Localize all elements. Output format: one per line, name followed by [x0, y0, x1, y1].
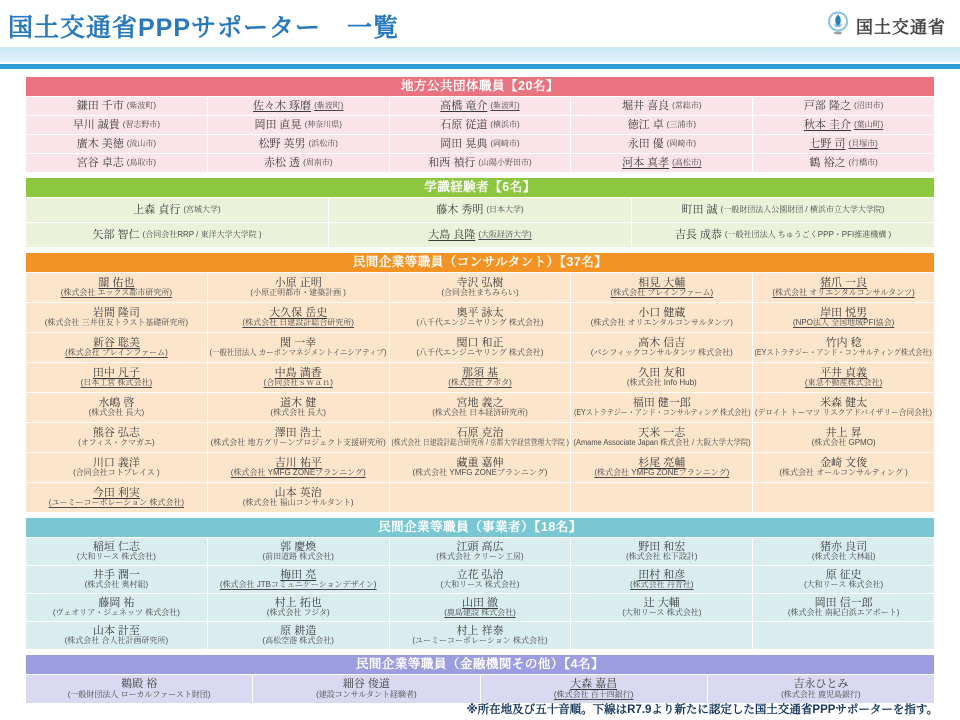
- member-cell: [208, 566, 389, 593]
- member-affiliation: (紫波町): [490, 100, 520, 110]
- member-name: 杉尾 亮輔: [638, 456, 686, 469]
- member-affiliation: (ユーミーコーポレーション 株式会社): [412, 636, 548, 646]
- member-cell: [571, 333, 752, 362]
- member-affiliation: (株式会社 JTBコミュニケーションデザイン): [219, 580, 377, 590]
- member-affiliation: (株式会社 クリーン工房): [436, 552, 524, 562]
- empty-cell: [753, 622, 934, 649]
- member-affiliation: (宮城大学): [183, 204, 221, 214]
- section-academic: [26, 178, 934, 247]
- member-name: 堀井 喜良: [622, 99, 670, 112]
- member-affiliation: (紫波町): [126, 100, 157, 110]
- member-cell: [753, 135, 934, 153]
- member-cell: [390, 116, 571, 134]
- member-affiliation: (株式会社 フジタ): [266, 608, 330, 618]
- member-name: 猪爪 一良: [820, 276, 868, 289]
- member-name: 宮谷 卓志: [76, 156, 124, 169]
- member-affiliation: (ユーミーコーポレーション 株式会社): [48, 498, 185, 508]
- member-name: 藤岡 祐: [98, 596, 135, 609]
- member-cell: [571, 453, 752, 482]
- member-affiliation: (行橋市): [848, 157, 878, 167]
- member-cell: [632, 223, 934, 247]
- header-band: [0, 47, 960, 62]
- section-title-academic: 学識経験者【6名】: [26, 178, 934, 197]
- member-cell: [208, 135, 389, 153]
- section-financial: [26, 655, 934, 703]
- member-name: 田村 和彦: [638, 568, 686, 581]
- member-affiliation: (EYストラテジー・アンド・コンサルティング株式会社): [754, 348, 933, 358]
- member-affiliation: (株式会社 Info Hub): [626, 378, 697, 388]
- member-name: 小口 健蔵: [638, 306, 686, 319]
- member-name: 鎌田 千市: [76, 99, 124, 112]
- member-affiliation: (株式会社 エックス都市研究所): [60, 288, 173, 298]
- member-affiliation: (株式会社 YMFG ZONEプランニング): [594, 468, 730, 478]
- member-name: 山本 英治: [274, 486, 322, 499]
- member-name: 大久保 岳史: [269, 306, 328, 319]
- member-cell: [571, 363, 752, 392]
- member-cell: [208, 363, 389, 392]
- member-cell: [390, 622, 571, 649]
- section-grid-operator: [26, 538, 934, 649]
- member-cell: [390, 363, 571, 392]
- member-cell: [390, 97, 571, 115]
- member-name: 村上 祥泰: [456, 624, 504, 637]
- member-cell: [753, 594, 934, 621]
- member-name: 村上 拓也: [274, 596, 322, 609]
- member-affiliation: (浜松市): [308, 138, 338, 148]
- member-cell: [26, 483, 207, 512]
- member-name: 立花 弘治: [456, 568, 504, 581]
- member-affiliation: (鳥取市): [126, 157, 157, 167]
- member-name: 小原 正明: [274, 276, 322, 289]
- member-cell: [208, 154, 389, 172]
- member-name: 水嶋 啓: [98, 396, 135, 409]
- member-name: 石原 克治: [456, 426, 504, 439]
- member-affiliation: (沼田市): [853, 100, 884, 110]
- member-affiliation: (株式会社 鹿児島銀行): [781, 689, 861, 699]
- member-cell: [208, 303, 389, 332]
- member-name: 中島 満香: [274, 366, 322, 379]
- member-affiliation: (高松市): [672, 157, 702, 167]
- member-affiliation: (八千代エンジニヤリング 株式会社): [416, 318, 544, 328]
- member-cell: [571, 393, 752, 422]
- member-cell: [26, 675, 252, 703]
- member-affiliation: (大和リース 株式会社): [440, 580, 520, 590]
- member-name: 新谷 聡美: [92, 336, 140, 349]
- member-affiliation: (流山市): [126, 138, 157, 148]
- member-affiliation: (株式会社 クボタ): [448, 378, 512, 388]
- section-grid-local-gov: [26, 97, 934, 172]
- member-affiliation: (一般財団法人 ローカルファースト財団): [67, 689, 211, 699]
- member-cell: [208, 453, 389, 482]
- member-name: 戸部 隆之: [803, 99, 851, 112]
- member-affiliation: (習志野市): [122, 119, 161, 129]
- member-affiliation: (株式会社 合人社計画研究所): [64, 636, 169, 646]
- title-bar: [0, 0, 960, 47]
- member-name: 廣木 美徳: [76, 137, 124, 150]
- member-cell: [208, 393, 389, 422]
- member-cell: [481, 675, 707, 703]
- member-cell: [753, 538, 934, 565]
- member-affiliation: (日本工営 株式会社): [80, 378, 153, 388]
- member-cell: [390, 594, 571, 621]
- member-name: 梅田 亮: [280, 568, 317, 581]
- member-name: 野田 和宏: [638, 540, 686, 553]
- member-name: 辻 大輔: [643, 596, 680, 609]
- member-cell: [208, 594, 389, 621]
- member-name: 岸田 悦男: [820, 306, 868, 319]
- member-name: 細谷 俊道: [342, 678, 390, 691]
- member-name: 米森 健太: [820, 396, 868, 409]
- member-name: 久田 友和: [638, 366, 686, 379]
- member-cell: [26, 538, 207, 565]
- member-name: 郭 慶煥: [280, 540, 317, 553]
- member-affiliation: (株式会社 オールコンサルティング ): [779, 468, 908, 478]
- member-affiliation: (一般社団法人 カーボンマネジメントイニシアティブ): [209, 348, 387, 358]
- member-cell: [390, 135, 571, 153]
- mlit-logo: [825, 10, 946, 41]
- member-affiliation: (鹿島建設 株式会社): [444, 608, 516, 618]
- member-cell: [708, 675, 934, 703]
- member-cell: [571, 97, 752, 115]
- section-grid-academic: [26, 198, 934, 247]
- member-cell: [390, 453, 571, 482]
- member-affiliation: (株式会社 YMFG ZONEプランニング): [230, 468, 366, 478]
- member-name: 徳江 卓: [627, 118, 664, 131]
- member-cell: [208, 333, 389, 362]
- member-cell: [571, 273, 752, 302]
- member-cell: [329, 223, 631, 247]
- footer-note: ※所在地及び五十音順。下線はR7.9より新たに認定した国土交通省PPPサポーターを指す。: [466, 704, 938, 716]
- member-name: 川口 義洋: [92, 456, 140, 469]
- member-name: 田中 凡子: [92, 366, 140, 379]
- member-name: 原 耕造: [280, 624, 317, 637]
- member-affiliation: (三浦市): [666, 119, 696, 129]
- member-affiliation: (合同会社まちみらい): [441, 288, 519, 298]
- member-name: 平井 貞義: [820, 366, 868, 379]
- member-name: 吉長 成恭: [674, 228, 722, 241]
- member-affiliation: (ヴェオリア・ジェネッツ 株式会社): [52, 608, 180, 618]
- member-cell: [208, 273, 389, 302]
- member-affiliation: (小原正明都市・建築計画 ): [250, 288, 346, 298]
- member-cell: [571, 538, 752, 565]
- member-affiliation: (株式会社 地方グリーンプロジェクト支援研究所): [210, 438, 386, 448]
- member-cell: [26, 135, 207, 153]
- member-cell: [632, 198, 934, 222]
- member-cell: [253, 675, 479, 703]
- member-cell: [753, 97, 934, 115]
- member-cell: [390, 333, 571, 362]
- member-affiliation: (株式会社 オリエンタルコンサルタンツ): [590, 318, 733, 328]
- member-name: 相見 大輔: [638, 276, 686, 289]
- member-name: 大島 良隆: [428, 228, 476, 241]
- member-name: 岡田 直晃: [254, 118, 302, 131]
- member-affiliation: (株式会社 YMFG ZONEプランニング): [412, 468, 548, 478]
- member-cell: [208, 538, 389, 565]
- member-name: 鵜殿 裕: [121, 678, 158, 691]
- member-affiliation: (株式会社 丹青社): [630, 580, 694, 590]
- member-name: 道木 健: [280, 396, 317, 409]
- member-name: 原 征史: [825, 568, 862, 581]
- member-cell: [390, 303, 571, 332]
- member-affiliation: (神奈川県): [304, 119, 342, 129]
- member-cell: [390, 393, 571, 422]
- member-affiliation: (株式会社 福山コンサルタント): [242, 498, 354, 508]
- member-name: 竹内 稔: [825, 336, 862, 349]
- member-cell: [753, 116, 934, 134]
- member-cell: [208, 423, 389, 452]
- member-affiliation: (株式会社 日建設計総合研究所): [242, 318, 354, 328]
- member-name: 大森 嘉昌: [570, 678, 618, 691]
- section-grid-financial: [26, 675, 934, 703]
- member-affiliation: (デロイト トーマツ リスクアドバイザリー合同会社): [755, 408, 933, 418]
- member-affiliation: (株式会社 オリエンタルコンサルタンツ): [772, 288, 915, 298]
- member-cell: [26, 363, 207, 392]
- member-name: 熊谷 弘志: [92, 426, 140, 439]
- member-cell: [753, 423, 934, 452]
- member-affiliation: (株式会社 長大): [270, 408, 326, 418]
- member-cell: [571, 116, 752, 134]
- section-title-operator: 民間企業等職員（事業者）【18名】: [26, 518, 934, 537]
- member-affiliation: (合同会社RRP / 東洋大学大学院 ): [142, 229, 262, 239]
- member-cell: [390, 423, 571, 452]
- member-name: 井上 昇: [825, 426, 862, 439]
- empty-cell: [390, 483, 571, 512]
- member-affiliation: (紫波町): [314, 100, 344, 110]
- section-local-gov: [26, 77, 934, 172]
- member-name: 佐々木 琢磨: [253, 99, 312, 112]
- member-name: 関口 和正: [456, 336, 504, 349]
- member-name: 赤松 透: [264, 156, 301, 169]
- member-name: 矢部 智仁: [92, 228, 140, 241]
- member-cell: [26, 423, 207, 452]
- section-title-financial: 民間企業等職員（金融機関その他）【4名】: [26, 655, 934, 674]
- member-affiliation: (合同会社コトプレイス ): [73, 468, 160, 478]
- member-name: 關 佑也: [98, 276, 135, 289]
- member-cell: [571, 135, 752, 153]
- member-name: 高橋 竜介: [440, 99, 488, 112]
- member-affiliation: (一般財団法人公園財団 / 横浜市立大学大学院): [720, 204, 885, 214]
- member-name: 江頭 高広: [456, 540, 504, 553]
- section-operator: [26, 518, 934, 649]
- mlit-logo-icon: [825, 10, 851, 41]
- member-name: 高木 信吉: [638, 336, 686, 349]
- member-name: 岩間 隆司: [92, 306, 140, 319]
- empty-cell: [571, 483, 752, 512]
- member-cell: [390, 273, 571, 302]
- member-name: 今田 利実: [92, 486, 140, 499]
- member-affiliation: (株式会社 三井住友トラスト基礎研究所): [44, 318, 189, 328]
- member-name: 和西 禎行: [428, 156, 476, 169]
- section-consultant: [26, 253, 934, 512]
- member-affiliation: (建設コンサルタント経験者): [316, 689, 417, 699]
- member-cell: [208, 622, 389, 649]
- member-affiliation: (日本大学): [486, 204, 524, 214]
- member-name: 秋本 圭介: [803, 118, 851, 131]
- member-cell: [390, 566, 571, 593]
- member-affiliation: (株式会社 日本経済研究所): [432, 408, 528, 418]
- member-name: 河本 真孝: [622, 156, 670, 169]
- member-name: 天米 一志: [638, 426, 686, 439]
- member-name: 澤田 浩土: [274, 426, 322, 439]
- member-name: 鶴 裕之: [809, 156, 846, 169]
- member-name: 藏重 嘉伸: [456, 456, 504, 469]
- member-cell: [753, 566, 934, 593]
- member-cell: [753, 154, 934, 172]
- member-name: 藤木 秀明: [436, 203, 484, 216]
- member-cell: [26, 622, 207, 649]
- member-name: 山本 計至: [92, 624, 140, 637]
- empty-cell: [753, 483, 934, 512]
- member-affiliation: (一般社団法人 ちゅうごくPPP・PFI推進機構 ): [724, 229, 892, 239]
- member-name: 吉永ひとみ: [793, 678, 849, 691]
- member-cell: [753, 453, 934, 482]
- member-affiliation: (大和リース 株式会社): [622, 608, 702, 618]
- member-affiliation: (周南市): [303, 157, 333, 167]
- member-cell: [26, 594, 207, 621]
- member-affiliation: (株式会社 松下設計): [626, 552, 698, 562]
- member-cell: [26, 453, 207, 482]
- member-cell: [329, 198, 631, 222]
- member-affiliation: (合同会社ｓｗａｎ): [263, 378, 333, 388]
- member-cell: [26, 333, 207, 362]
- member-name: 山田 徹: [461, 596, 499, 609]
- member-cell: [390, 538, 571, 565]
- member-affiliation: (高松空港 株式会社): [262, 636, 334, 646]
- member-cell: [26, 273, 207, 302]
- member-cell: [753, 333, 934, 362]
- member-name: 福田 健一郎: [632, 396, 691, 409]
- member-cell: [26, 303, 207, 332]
- member-affiliation: (パシフィックコンサルタンツ 株式会社): [590, 348, 733, 358]
- member-affiliation: (株式会社 長大): [88, 408, 145, 418]
- member-affiliation: (株式会社 南紀白浜エアポート): [787, 608, 900, 618]
- member-cell: [208, 483, 389, 512]
- member-cell: [571, 423, 752, 452]
- member-cell: [571, 303, 752, 332]
- member-affiliation: (前田道路 株式会社): [262, 552, 334, 562]
- member-name: 猪亦 良司: [820, 540, 868, 553]
- member-cell: [26, 198, 328, 222]
- member-affiliation: (Amame Associate Japan 株式会社 / 大阪大学大学院): [573, 438, 751, 448]
- member-affiliation: (常総市): [672, 100, 702, 110]
- member-affiliation: (岡崎市): [666, 138, 696, 148]
- member-cell: [390, 154, 571, 172]
- member-affiliation: (岡崎市): [490, 138, 520, 148]
- member-name: 町田 誠: [681, 203, 718, 216]
- member-cell: [571, 154, 752, 172]
- member-cell: [26, 566, 207, 593]
- member-name: 那須 基: [461, 366, 499, 379]
- member-cell: [26, 116, 207, 134]
- mlit-logo-text: 国土交通省: [856, 18, 946, 37]
- empty-cell: [571, 622, 752, 649]
- member-cell: [753, 273, 934, 302]
- member-cell: [571, 566, 752, 593]
- member-name: 上森 貞行: [133, 203, 181, 216]
- member-affiliation: (株式会社 百十四銀行): [553, 689, 634, 699]
- member-affiliation: (横浜市): [490, 119, 520, 129]
- member-name: 松野 英男: [258, 137, 306, 150]
- member-name: 石原 従道: [440, 118, 488, 131]
- member-cell: [753, 393, 934, 422]
- member-affiliation: (貝塚市): [848, 138, 878, 148]
- member-cell: [208, 116, 389, 134]
- member-cell: [208, 97, 389, 115]
- member-affiliation: (株式会社 日建設計総合研究所 / 京都大学経営管理大学院 ): [391, 438, 569, 448]
- member-affiliation: (株式会社 ブレインファーム): [65, 348, 168, 358]
- member-affiliation: (NPO法人 全国地域PFI協会): [792, 318, 895, 328]
- member-affiliation: (山陽小野田市): [478, 157, 532, 167]
- member-affiliation: (大和リース 株式会社): [804, 580, 884, 590]
- member-cell: [26, 154, 207, 172]
- section-title-local-gov: 地方公共団体職員【20名】: [26, 77, 934, 96]
- member-name: 金崎 文俊: [820, 456, 868, 469]
- member-affiliation: (葉山町): [853, 119, 884, 129]
- section-grid-consultant: [26, 273, 934, 512]
- member-cell: [26, 97, 207, 115]
- member-name: 井手 潤一: [92, 568, 140, 581]
- member-name: 岡田 晃典: [440, 137, 488, 150]
- member-affiliation: (八千代エンジニヤリング 株式会社): [416, 348, 544, 358]
- member-affiliation: (株式会社 GPMO): [811, 438, 876, 448]
- page-title: 国土交通省PPPサポーター 一覧: [8, 13, 400, 42]
- member-name: 岡田 信一郎: [814, 596, 873, 609]
- member-affiliation: (株式会社 ブレインファーム): [610, 288, 714, 298]
- member-affiliation: (大和リース 株式会社): [76, 552, 156, 562]
- member-affiliation: (オフィス・クマガエ): [78, 438, 155, 448]
- member-name: 七野 司: [809, 137, 846, 150]
- member-cell: [753, 303, 934, 332]
- member-affiliation: (大阪経済大学): [478, 229, 532, 239]
- member-name: 関 一幸: [280, 336, 317, 349]
- member-affiliation: (株式会社 奥村組): [84, 580, 149, 590]
- member-cell: [571, 594, 752, 621]
- member-name: 吉川 祐平: [274, 456, 322, 469]
- sections-container: [0, 69, 960, 703]
- member-cell: [26, 223, 328, 247]
- member-cell: [753, 363, 934, 392]
- member-affiliation: (東急不動産株式会社): [804, 378, 883, 388]
- member-name: 早川 誠貴: [72, 118, 120, 131]
- member-affiliation: (EYストラテジー・アンド・コンサルティング 株式会社): [573, 408, 751, 418]
- member-cell: [26, 393, 207, 422]
- member-name: 宮地 義之: [456, 396, 504, 409]
- member-affiliation: (株式会社 大林組): [811, 552, 876, 562]
- member-name: 稲垣 仁志: [92, 540, 140, 553]
- member-name: 寺沢 弘樹: [456, 276, 504, 289]
- member-name: 永田 優: [627, 137, 664, 150]
- member-name: 奥平 詠太: [456, 306, 504, 319]
- section-title-consultant: 民間企業等職員（コンサルタント）【37名】: [26, 253, 934, 272]
